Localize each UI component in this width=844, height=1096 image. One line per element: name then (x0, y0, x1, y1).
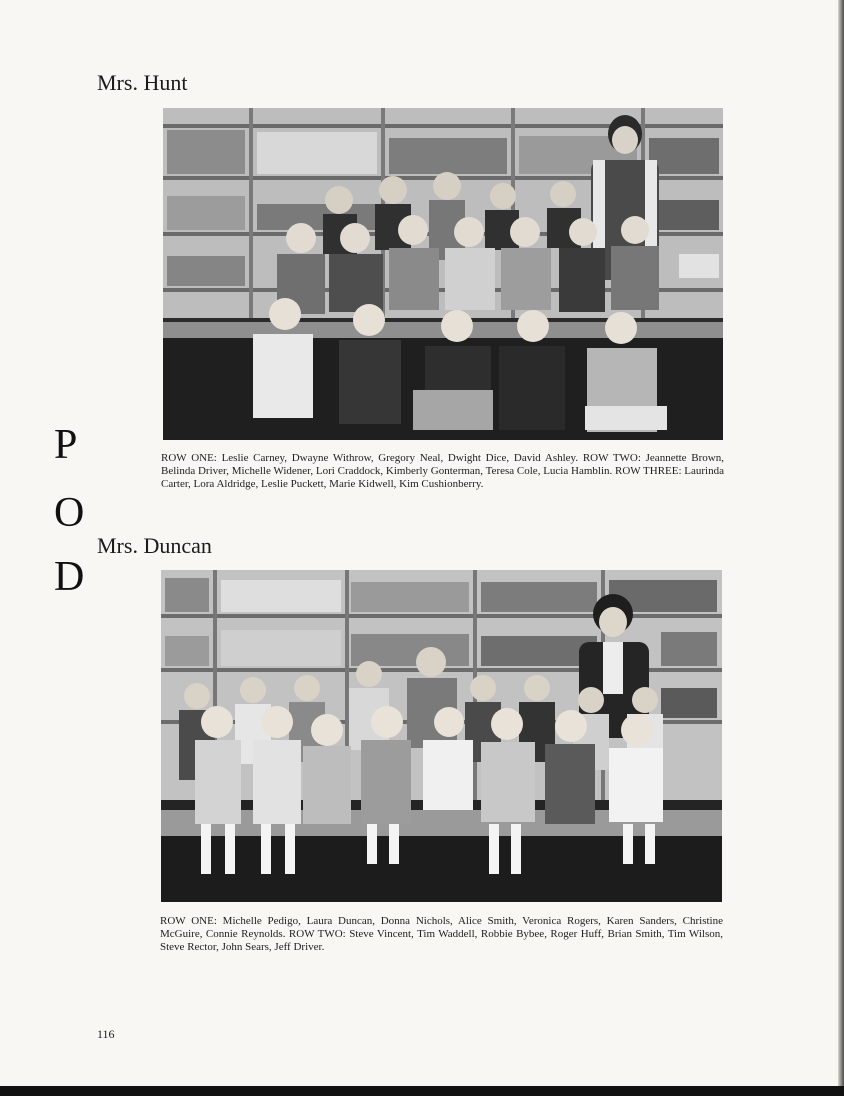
pod-letter-d: D (54, 554, 85, 600)
caption-hunt: ROW ONE: Leslie Carney, Dwayne Withrow, Gregory Neal, Dwight Dice, David Ashley. ROW TWO: Jeannette Brown, Belinda Driver, Michelle Widener, Lori Craddock, Kimberly Gonterman, Teresa Cole, Lucia Hamblin. ROW THREE: Laurinda Carter, Lora Aldridge, Leslie Puckett, Marie Kidwell, Kim Cushionberry. (161, 452, 724, 490)
pod-letter-p: P (54, 422, 78, 468)
pod-letter-o: O (54, 490, 85, 536)
page-edge-shadow (838, 0, 844, 1086)
caption-duncan: ROW ONE: Michelle Pedigo, Laura Duncan, Donna Nichols, Alice Smith, Veronica Rogers, Karen Sanders, Christine McGuire, Connie Reynolds. ROW TWO: Steve Vincent, Tim Waddell, Robbie Bybee, Roger Huff, Brian Smith, Tim Wilson, Steve Rector, John Sears, Jeff Driver. (160, 915, 723, 953)
class-photo-duncan (161, 570, 722, 902)
page-number: 116 (97, 1027, 115, 1041)
class-photo-hunt (163, 108, 723, 440)
teacher-name-hunt: Mrs. Hunt (97, 70, 188, 95)
teacher-name-duncan: Mrs. Duncan (97, 533, 212, 558)
scan-bottom-edge (0, 1086, 844, 1096)
